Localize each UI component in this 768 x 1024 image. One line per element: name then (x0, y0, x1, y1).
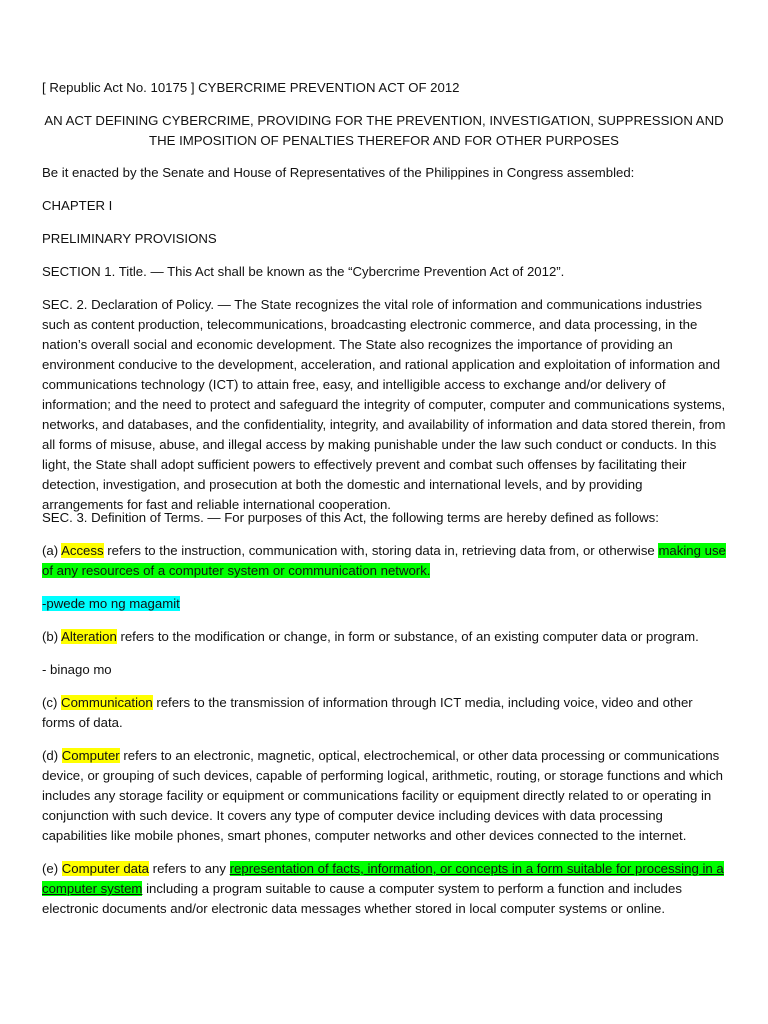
definition-communication (42, 693, 726, 733)
section-2: SEC. 2. Declaration of Policy. — The State recognizes the vital role of information and communications industries such as content production, telecommunications, broadcasting electronic commerce, and data processing, in the nation’s overall social and economic development. The State also recognizes the importance of providing an environment conducive to the development, acceleration, and rational application and exploitation of information and communications technology (ICT) to attain free, easy, and intelligible access to exchange and/or delivery of information; and the need to protect and safeguard the integrity of computer, computer and communications systems, networks, and databases, and the confidentiality, integrity, and availability of information and data stored therein, from all forms of misuse, abuse, and illegal access by making punishable under the law such conduct or conducts. In this light, the State shall adopt sufficient powers to effectively prevent and combat such offenses by facilitating their detection, investigation, and prosecution at both the domestic and international levels, and by providing arrangements for fast and reliable international cooperation. (42, 297, 726, 512)
definition-text: refers to any (149, 861, 230, 876)
term-computer: Computer (61, 748, 120, 763)
section-3: SEC. 3. Definition of Terms. — For purposes of this Act, the following terms are hereby defined as follows: (42, 510, 659, 525)
definition-computer-data (42, 859, 726, 919)
definition-text-continued: including a program suitable to cause a computer system to perform a function and includes electronic documents and/or electronic data messages whether stored in local computer systems or online. (42, 881, 682, 916)
note-alteration: - binago mo (42, 662, 112, 677)
definition-access (42, 541, 726, 581)
definition-prefix: (e) (42, 861, 62, 876)
section-1: SECTION 1. Title. — This Act shall be known as the “Cybercrime Prevention Act of 2012”. (42, 264, 565, 279)
definition-prefix: (c) (42, 695, 62, 710)
term-alteration: Alteration (61, 629, 117, 644)
definition-text: refers to an electronic, magnetic, optical, electrochemical, or other data processing or communications device, or grouping of such devices, capable of performing logical, arithmetic, routing, or storage functions and which includes any storage facility or equipment or communications facility or equipment directly related to or operating in conjunction with such device. It covers any type of computer device including devices with data processing capabilities like mobile phones, smart phones, computer networks and other devices connected to the internet. (42, 748, 723, 843)
definition-prefix: (d) (42, 748, 62, 763)
highlighted-phrase: representation of facts, information, or concepts in a form suitable for processing in a computer system (42, 861, 724, 896)
definition-prefix: (a) (42, 543, 62, 558)
note-access (42, 594, 726, 614)
term-access: Access (61, 543, 104, 558)
definition-text: refers to the instruction, communication with, storing data in, retrieving data from, or otherwise (103, 543, 659, 558)
act-title-line: [ Republic Act No. 10175 ] CYBERCRIME PREVENTION ACT OF 2012 (42, 80, 460, 95)
term-computer-data: Computer data (61, 861, 150, 876)
act-heading: AN ACT DEFINING CYBERCRIME, PROVIDING FOR THE PREVENTION, INVESTIGATION, SUPPRESSION AND THE IMPOSITION OF PENALTIES THEREFOR AND FOR OTHER PURPOSES (44, 113, 724, 148)
definition-text: refers to the modification or change, in form or substance, of an existing computer data or program. (116, 629, 699, 644)
definition-prefix: (b) (42, 629, 62, 644)
highlighted-phrase: making use of any resources of a computer system or communication network. (42, 543, 726, 578)
definition-computer (42, 746, 726, 846)
term-communication: Communication (61, 695, 153, 710)
note-text: -pwede mo ng magamit (42, 596, 180, 611)
chapter-number: CHAPTER I (42, 198, 113, 213)
definition-text: refers to the transmission of information through ICT media, including voice, video and other forms of data. (42, 695, 693, 730)
enacting-clause: Be it enacted by the Senate and House of Representatives of the Philippines in Congress assembled: (42, 165, 635, 180)
definition-alteration (42, 627, 726, 647)
chapter-title: PRELIMINARY PROVISIONS (42, 231, 217, 246)
